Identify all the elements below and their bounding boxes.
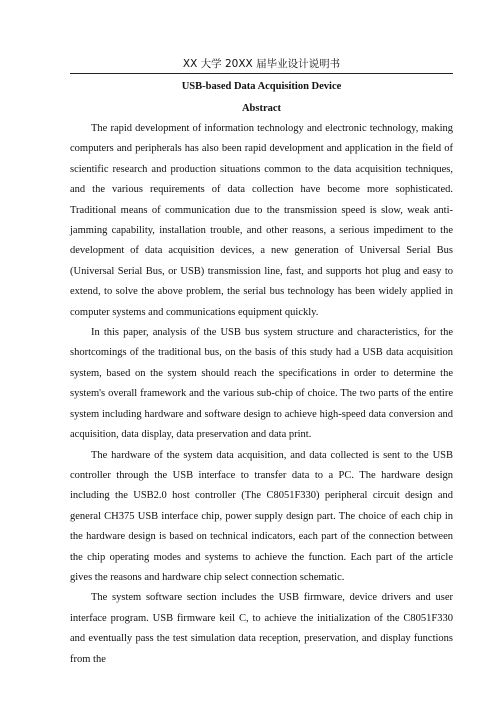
abstract-heading: Abstract bbox=[241, 103, 282, 114]
abstract-paragraph-4: The system software section includes the USB firmware, device drivers and user interface program. USB firmware keil C, to achieve the initialization of the C8051F330 and eventually pass the test simulation data reception, preservation, and display functions from the bbox=[70, 592, 453, 665]
abstract-paragraph-1: The rapid development of information technology and electronic technology, making computers and peripherals has also been rapid development and application in the field of scientific research and production situations common to the data acquisition techniques, and the various requirements of data collection have become more sophisticated. Traditional means of communication due to the transmission speed is slow, weak anti-jamming capability, installation trouble, and other reasons, a serious impediment to the development of data acquisition devices, a new generation of Universal Serial Bus (Universal Serial Bus, or USB) transmission line, fast, and supports hot plug and easy to extend, to solve the above problem, the serial bus technology has been widely applied in computer systems and communications equipment quickly. bbox=[70, 123, 453, 318]
page-header: XX 大学 20XX 届毕业设计说明书 bbox=[182, 58, 341, 70]
document-body bbox=[70, 77, 453, 670]
header-divider bbox=[70, 73, 453, 74]
abstract-paragraph-3: The hardware of the system data acquisition, and data collected is sent to the USB controller through the USB interface to transfer data to a PC. The hardware design including the USB2.0 host controller (The C8051F330) peripheral circuit design and general CH375 USB interface chip, power supply design part. The choice of each chip in the hardware design is based on technical indicators, each part of the connection between the chip operating modes and systems to achieve the function. Each part of the article gives the reasons and hardware chip select connection schematic. bbox=[70, 449, 453, 583]
abstract-paragraph-2: In this paper, analysis of the USB bus system structure and characteristics, for the shortcomings of the traditional bus, on the basis of this study had a USB data acquisition system, based on the system should reach the specifications in order to determine the system's overall framework and the various sub-chip of choice. The two parts of the entire system including hardware and software design to achieve high-speed data conversion and acquisition, data display, data preservation and data print. bbox=[70, 327, 453, 441]
document-title: USB-based Data Acquisition Device bbox=[181, 81, 342, 92]
